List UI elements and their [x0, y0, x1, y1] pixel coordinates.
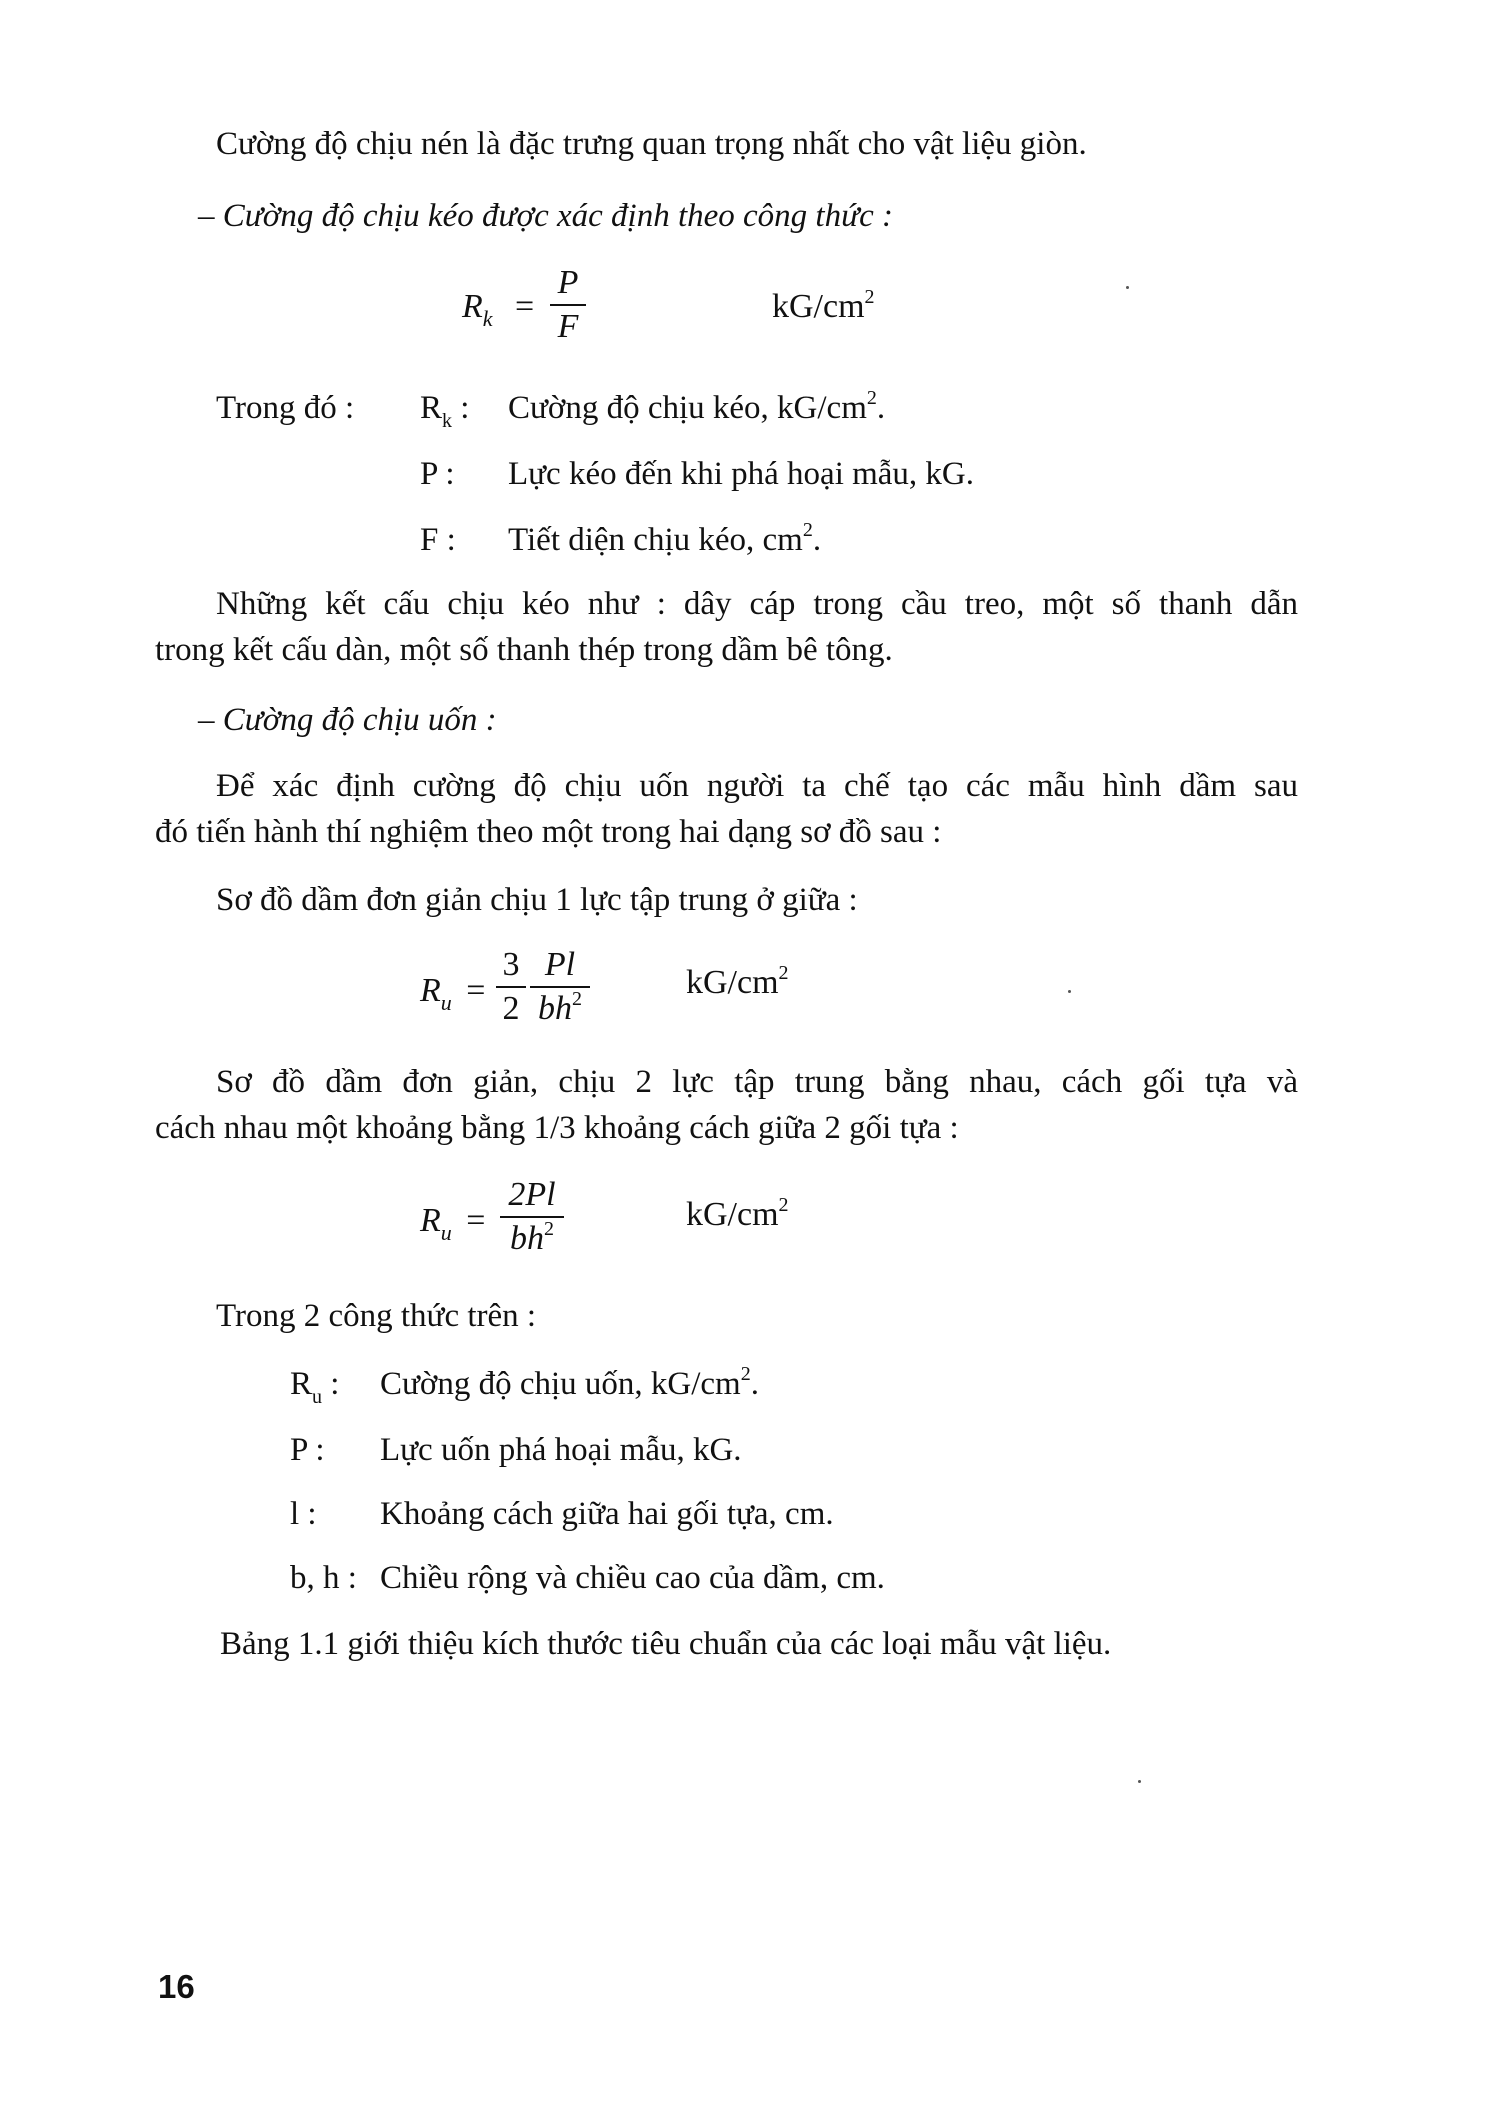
def-symbol: P : [420, 456, 455, 492]
unit: kG/cm [772, 288, 865, 325]
denominator: bh [538, 990, 572, 1027]
paragraph-line: Sơ đồ dầm đơn giản, chịu 2 lực tập trung bằng nhau, cách gối tựa và [216, 1064, 1298, 1100]
fraction-bar [496, 986, 526, 988]
formula-subscript: k [482, 306, 493, 331]
label-trong-do: Trong đó : [216, 390, 355, 426]
formula-symbol: R [420, 972, 441, 1009]
def-symbol: $R_u$ : [290, 1366, 340, 1408]
def-text: Cường độ chịu kéo, $kG/cm^2$. [508, 387, 886, 426]
fraction [550, 264, 586, 346]
denominator: bh [510, 1220, 544, 1257]
text-line: – Cường độ chịu uốn : [198, 702, 497, 738]
denominator: F [557, 308, 579, 345]
superscript: 2 [544, 1218, 554, 1240]
def-text: Lực kéo đến khi phá hoại mẫu, kG. [508, 456, 975, 492]
def-text: Lực uốn phá hoại mẫu, kG. [380, 1432, 742, 1468]
formula-symbol: R [462, 288, 483, 325]
superscript: 2 [572, 988, 582, 1010]
formula-subscript: u [440, 990, 452, 1015]
def-symbol: b, h : [290, 1560, 357, 1596]
equals-sign: = [515, 288, 535, 325]
text-line: Cường độ chịu nén là đặc trưng quan trọng nhất cho vật liệu giòn. [216, 126, 1087, 162]
denominator: 2 [502, 990, 520, 1027]
superscript: 2 [778, 962, 789, 984]
def-symbol: P : [290, 1432, 325, 1468]
page-number: 16 [158, 1968, 195, 2005]
numerator: P [557, 264, 579, 301]
unit: kG/cm [686, 1196, 779, 1233]
numerator: 3 [502, 946, 520, 983]
scan-speck [1138, 1780, 1141, 1783]
superscript: 2 [778, 1194, 789, 1216]
equals-sign: = [466, 1202, 486, 1239]
equals-sign: = [466, 972, 486, 1009]
paragraph-line: trong kết cấu dàn, một số thanh thép trong dầm bê tông. [155, 632, 893, 668]
fraction-bar [500, 1216, 564, 1218]
def-text: Chiều rộng và chiều cao của dầm, cm. [380, 1560, 885, 1596]
def-text: Tiết diện chịu kéo, $cm^2$. [508, 519, 822, 558]
text-line: – Cường độ chịu kéo được xác định theo công thức : [198, 198, 893, 234]
scan-speck [1068, 990, 1071, 993]
paragraph-line: cách nhau một khoảng bằng 1/3 khoảng cách giữa 2 gối tựa : [155, 1110, 959, 1146]
paragraph-line: đó tiến hành thí nghiệm theo một trong hai dạng sơ đồ sau : [155, 814, 942, 850]
fraction [530, 946, 590, 1032]
text-line: Bảng 1.1 giới thiệu kích thước tiêu chuẩn của các loại mẫu vật liệu. [220, 1626, 1112, 1662]
fraction-bar [550, 304, 586, 306]
def-symbol: $R_k$ : [420, 390, 470, 432]
superscript: 2 [864, 286, 875, 308]
unit: kG/cm [686, 964, 779, 1001]
def-symbol: F : [420, 522, 456, 558]
numerator: Pl [544, 946, 576, 983]
formula-symbol: R [420, 1202, 441, 1239]
text-line: Trong 2 công thức trên : [216, 1298, 537, 1334]
paragraph-line: Những kết cấu chịu kéo như : dây cáp trong cầu treo, một số thanh dẫn [216, 586, 1298, 622]
paragraph-line: Để xác định cường độ chịu uốn người ta chế tạo các mẫu hình dầm sau [216, 768, 1298, 804]
formula-subscript: u [440, 1220, 452, 1245]
def-text: Khoảng cách giữa hai gối tựa, cm. [380, 1496, 834, 1532]
def-text: Cường độ chịu uốn, $kG/cm^2$. [380, 1363, 759, 1402]
text-line: Sơ đồ dầm đơn giản chịu 1 lực tập trung ở giữa : [216, 882, 858, 918]
def-symbol: l : [290, 1496, 317, 1532]
fraction [500, 1176, 564, 1262]
coefficient-fraction [496, 946, 526, 1028]
scan-speck [1126, 286, 1129, 289]
numerator: 2Pl [508, 1176, 556, 1213]
